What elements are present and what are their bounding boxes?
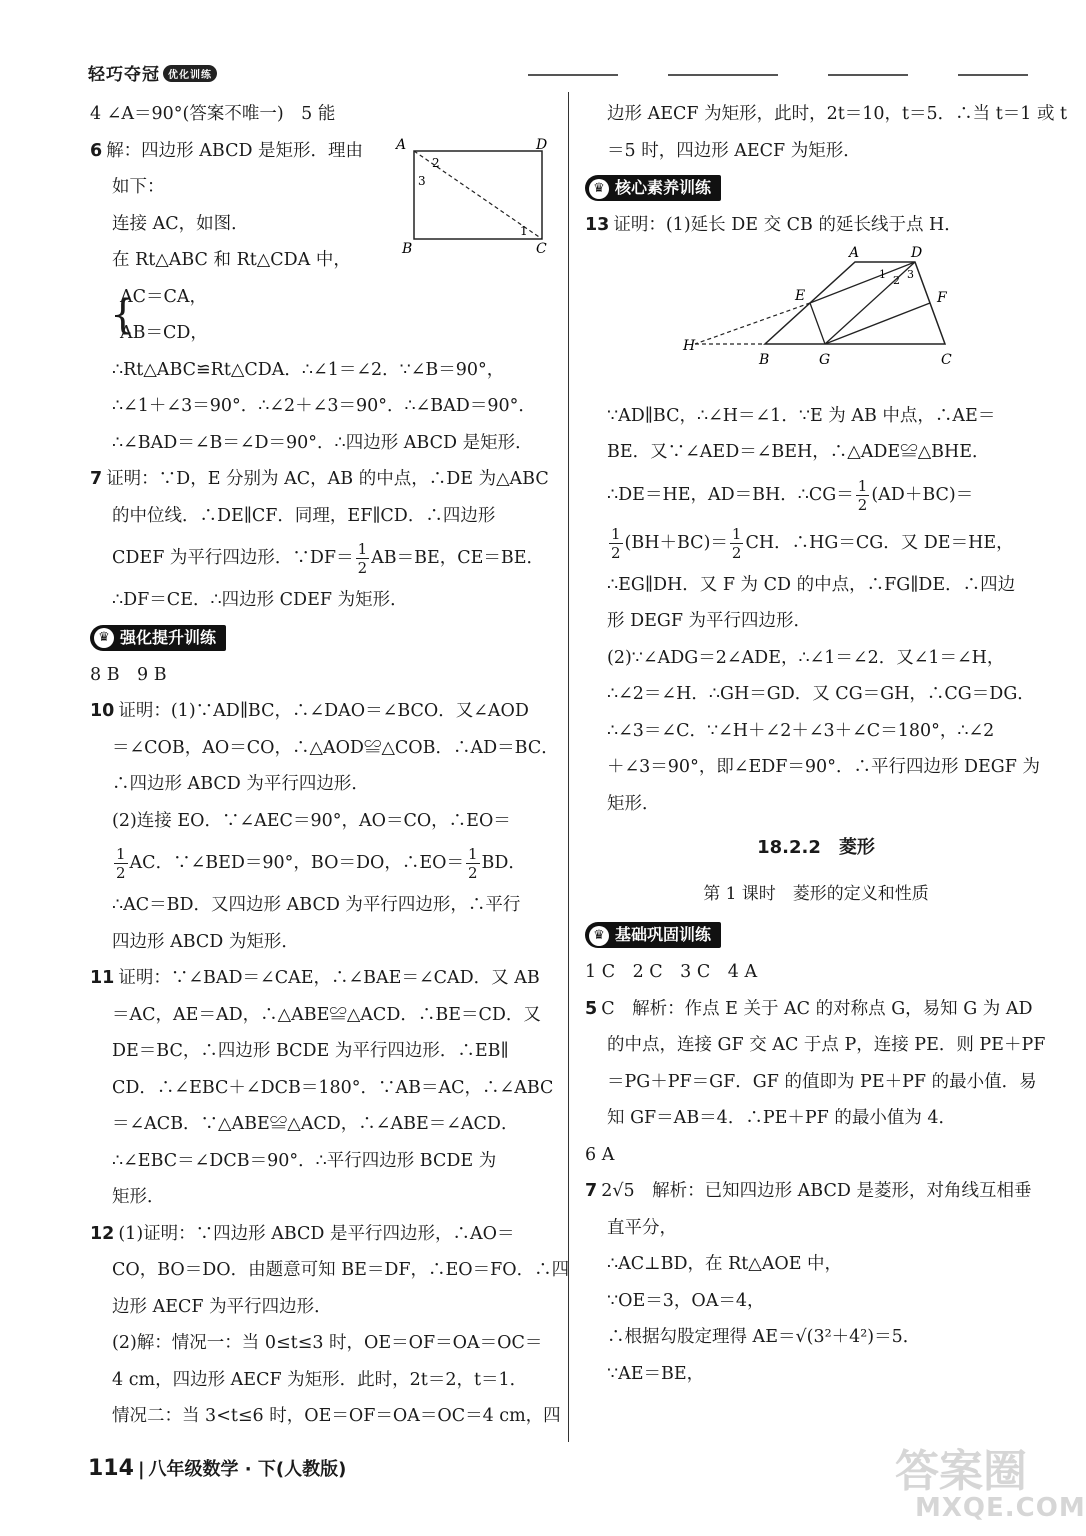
text-line: ∴∠BAD＝∠B＝∠D＝90°．∴四边形 ABCD 是矩形． — [112, 432, 533, 453]
text-line: 直平分， — [607, 1217, 677, 1238]
watermark — [895, 1435, 1086, 1530]
text-line: 解：四边形 ABCD 是矩形．理由 — [106, 140, 364, 161]
question-11 — [90, 960, 555, 1216]
text-line: ＝∠ACB．∵△ABE≌△ACD，∴∠ABE＝∠ACD． — [112, 1114, 519, 1134]
question-7-rhombus — [585, 1173, 1047, 1392]
label-f: F — [937, 289, 947, 306]
page-header — [88, 56, 1048, 86]
page-number: 114 — [88, 1456, 134, 1481]
question-number: 12 — [90, 1223, 115, 1244]
text-line: ∴四边形 ABCD 为平行四边形． — [112, 774, 369, 794]
fraction — [466, 845, 480, 882]
text-line: 证明：∵D，E 分别为 AC，AB 的中点，∴DE 为△ABC — [106, 469, 549, 489]
text-line: ∴AC⊥BD，在 Rt△AOE 中， — [607, 1254, 843, 1274]
answer-8-9: 8 B 9 B — [90, 664, 167, 685]
denominator: 2 — [357, 559, 368, 577]
text-line: 证明：(1)延长 DE 交 CB 的延长线于点 H． — [613, 215, 962, 235]
text-line: ∴∠3＝∠C．∵∠H＋∠2＋∠3＋∠C＝180°，∴∠2 — [607, 720, 995, 741]
label-a: A — [849, 244, 860, 261]
text-line: 边形 AECF 为矩形，此时，2t＝10，t＝5．∴当 t＝1 或 t — [607, 104, 1068, 124]
text-line: BD． — [481, 853, 526, 873]
section-title: 强化提升训练 — [120, 627, 217, 647]
fraction — [856, 477, 870, 514]
fraction — [356, 540, 370, 577]
text-line: 连接 AC，如图． — [112, 213, 249, 234]
right-column — [585, 96, 1068, 1392]
question-5 — [585, 991, 1047, 1137]
label-b: B — [759, 351, 770, 368]
text-line: (AD＋BC)＝ — [871, 484, 974, 505]
watermark-text: 答案圈 — [895, 1446, 1027, 1497]
footer-separator: | — [137, 1459, 145, 1480]
brace-group — [90, 279, 555, 352]
text-line: ＝PG＋PF＝GF．GF 的值即为 PE＋PF 的最小值．易 — [607, 1071, 1037, 1092]
header-dash — [528, 74, 618, 76]
label-e: E — [795, 287, 806, 304]
numerator: 1 — [857, 476, 868, 495]
crown-icon: ♛ — [589, 179, 609, 199]
text-line: AB＝BE，CE＝BE． — [371, 548, 545, 568]
denominator: 2 — [611, 543, 621, 562]
question-7 — [90, 461, 555, 619]
label-c: C — [941, 351, 952, 368]
label-g: G — [819, 351, 831, 368]
text-line: C 解析：作点 E 关于 AC 的对称点 G，易知 G 为 AD — [601, 998, 1033, 1019]
label-d: D — [536, 136, 548, 153]
section-header-basic — [585, 922, 721, 948]
label-a: A — [396, 136, 407, 153]
answer-4-5: 4 ∠A＝90°(答案不唯一) 5 能 — [90, 104, 336, 124]
section-heading: 18.2.2 菱形 — [757, 837, 875, 858]
denominator: 2 — [731, 543, 742, 562]
text-line: ∴EG∥DH．又 F 为 CD 的中点，∴FG∥DE．∴四边 — [607, 574, 1016, 595]
text-line: AB＝CD， — [120, 323, 208, 343]
book-title: 八年级数学 · 下(人教版) — [148, 1459, 347, 1480]
fraction — [609, 525, 623, 562]
angle-3-label: 3 — [418, 173, 426, 188]
text-line: ∴DF＝CE．∴四边形 CDEF 为矩形． — [112, 590, 408, 610]
segment-eg — [810, 303, 825, 344]
numerator: 1 — [116, 845, 126, 863]
text-line: 的中点，连接 GF 交 AC 于点 P，连接 PE．则 PE＋PF — [607, 1035, 1046, 1055]
section-header-core — [585, 175, 721, 201]
text-line: ∴∠1＋∠3＝90°．∴∠2＋∠3＝90°．∴∠BAD＝90°． — [112, 396, 536, 416]
text-line: AC＝CA， — [120, 286, 208, 307]
answer-1-4: 1 C 2 C 3 C 4 A — [585, 962, 758, 982]
section-header-advanced — [90, 625, 226, 651]
angle-2-label: 2 — [432, 155, 440, 170]
segment-dg — [825, 262, 915, 344]
question-13 — [585, 207, 1047, 822]
text-line: CO，BO＝DO．由题意可知 BE＝DF，∴EO＝FO．∴四 — [112, 1260, 570, 1280]
text-line: CH．∴HG＝CG．又 DE＝HE， — [745, 532, 1014, 553]
text-line: ∵AD∥BC，∴∠H＝∠1．∵E 为 AB 中点，∴AE＝ — [607, 405, 996, 426]
text-line: BE．又∵∠AED＝∠BEH，∴△ADE≌△BHE． — [607, 442, 990, 462]
text-line: 情况二：当 3<t≤6 时，OE＝OF＝OA＝OC＝4 cm，四 — [112, 1406, 561, 1426]
text-line: CD．∴∠EBC＋∠DCB＝180°．∵AB＝AC，∴∠ABC — [112, 1077, 554, 1098]
section-title: 基础巩固训练 — [615, 925, 712, 944]
text-line: ∴Rt△ABC≌Rt△CDA．∴∠1＝∠2．∵∠B＝90°， — [112, 359, 505, 380]
page-footer — [88, 1455, 346, 1481]
text-line: ∴∠2＝∠H．∴GH＝GD．又 CG＝GH，∴CG＝DG． — [607, 684, 1035, 704]
denominator: 2 — [467, 864, 478, 882]
text-line: 四边形 ABCD 为矩形． — [112, 931, 299, 952]
question-number: 13 — [585, 215, 610, 235]
denominator: 2 — [857, 495, 868, 514]
text-line: ∵AE＝BE， — [607, 1363, 705, 1384]
text-line: ∴∠EBC＝∠DCB＝90°．∴平行四边形 BCDE 为 — [112, 1150, 497, 1171]
label-b: B — [402, 240, 413, 257]
left-column — [90, 96, 570, 1435]
text-line: 证明：∵∠BAD＝∠CAE，∴∠BAE＝∠CAD．又 AB — [118, 968, 540, 988]
text-line: ＝5 时，四边形 AECF 为矩形． — [607, 140, 861, 161]
text-line: ∴根据勾股定理得 AE＝√(3²＋4²)＝5． — [607, 1327, 921, 1347]
question-number: 11 — [90, 968, 115, 988]
rectangle-figure — [392, 135, 552, 255]
question-12 — [90, 1216, 570, 1435]
fraction — [730, 525, 744, 562]
crown-icon: ♛ — [589, 926, 609, 946]
angle-1-label: 1 — [520, 223, 528, 238]
label-c: C — [536, 240, 547, 257]
text-line: ∵OE＝3，OA＝4， — [607, 1290, 765, 1311]
text-line: 在 Rt△ABC 和 Rt△CDA 中， — [112, 250, 351, 270]
question-number: 10 — [90, 701, 115, 721]
text-line: ＝∠COB，AO＝CO，∴△AOD≌△COB．∴AD＝BC． — [112, 737, 559, 758]
numerator: 1 — [731, 524, 742, 543]
text-line: 如下： — [112, 177, 165, 197]
question-number: 7 — [585, 1181, 598, 1201]
text-line: CDEF 为平行四边形．∵DF＝ — [112, 548, 354, 568]
text-line: AC．∵∠BED＝90°，BO＝DO，∴EO＝ — [129, 853, 464, 873]
text-line: (2)解：情况一：当 0≤t≤3 时，OE＝OF＝OA＝OC＝ — [112, 1333, 543, 1353]
numerator: 1 — [357, 540, 368, 558]
answer-6: 6 A — [585, 1144, 615, 1165]
crown-icon: ♛ — [94, 628, 114, 648]
brand-name: 轻巧夺冠 — [88, 65, 160, 85]
lesson-heading: 第 1 课时 菱形的定义和性质 — [703, 884, 929, 904]
dashed-eh — [695, 303, 810, 344]
brand-badge: 优化训练 — [163, 65, 217, 82]
angle-2-label: 2 — [893, 273, 900, 287]
trapezoid-figure — [585, 244, 1045, 394]
text-line: 矩形． — [607, 793, 660, 814]
section-title: 核心素养训练 — [615, 178, 712, 197]
text-line: 知 GF＝AB＝4．∴PE＋PF 的最小值为 4． — [607, 1108, 957, 1128]
text-line: 形 DEGF 为平行四边形． — [607, 611, 812, 631]
text-line: 边形 AECF 为平行四边形． — [112, 1296, 332, 1317]
text-line: ＝AC，AE＝AD，∴△ABE≌△ACD．∴BE＝CD．又 — [112, 1004, 541, 1025]
question-number: 6 — [90, 140, 103, 161]
watermark-url: MXQE.COM — [915, 1493, 1086, 1523]
header-dash — [958, 74, 1028, 76]
label-h: H — [683, 337, 696, 354]
question-6 — [90, 133, 555, 462]
label-d: D — [911, 244, 923, 261]
question-10 — [90, 693, 559, 960]
text-line: 4 cm，四边形 AECF 为矩形．此时，2t＝2，t＝1． — [112, 1369, 528, 1390]
text-line: ∴DE＝HE，AD＝BH．∴CG＝ — [607, 484, 854, 505]
text-line: (1)证明：∵四边形 ABCD 是平行四边形，∴AO＝ — [118, 1223, 515, 1244]
numerator: 1 — [611, 524, 621, 543]
text-line: ＋∠3＝90°，即∠EDF＝90°．∴平行四边形 DEGF 为 — [607, 757, 1040, 777]
text-line: (BH＋BC)＝ — [624, 532, 728, 553]
question-number: 5 — [585, 998, 598, 1019]
text-line: 2√5 解析：已知四边形 ABCD 是菱形，对角线互相垂 — [601, 1181, 1032, 1201]
column-divider — [568, 92, 569, 1442]
header-dash — [828, 74, 908, 76]
text-line: 证明：(1)∵AD∥BC，∴∠DAO＝∠BCO．又∠AOD — [118, 701, 529, 721]
segment-gf — [825, 303, 930, 344]
text-line: (2)连接 EO．∵∠AEC＝90°，AO＝CO，∴EO＝ — [112, 810, 511, 831]
numerator: 1 — [467, 845, 478, 863]
brace-symbol: { — [110, 291, 136, 338]
text-line: ∴AC＝BD．又四边形 ABCD 为平行四边形，∴平行 — [112, 895, 521, 915]
denominator: 2 — [116, 864, 126, 882]
fraction — [114, 845, 128, 882]
text-line: (2)∵∠ADG＝2∠ADE，∴∠1＝∠2．又∠1＝∠H， — [607, 647, 1005, 668]
question-number: 7 — [90, 469, 103, 489]
text-line: DE＝BC，∴四边形 BCDE 为平行四边形．∴EB∥ — [112, 1041, 509, 1061]
text-line: 的中位线．∴DE∥CF．同理，EF∥CD．∴四边形 — [112, 505, 496, 526]
text-line: 矩形． — [112, 1187, 165, 1207]
header-dash — [668, 74, 778, 76]
angle-1-label: 1 — [879, 267, 886, 281]
brand-logo — [88, 60, 217, 85]
angle-3-label: 3 — [907, 267, 914, 281]
